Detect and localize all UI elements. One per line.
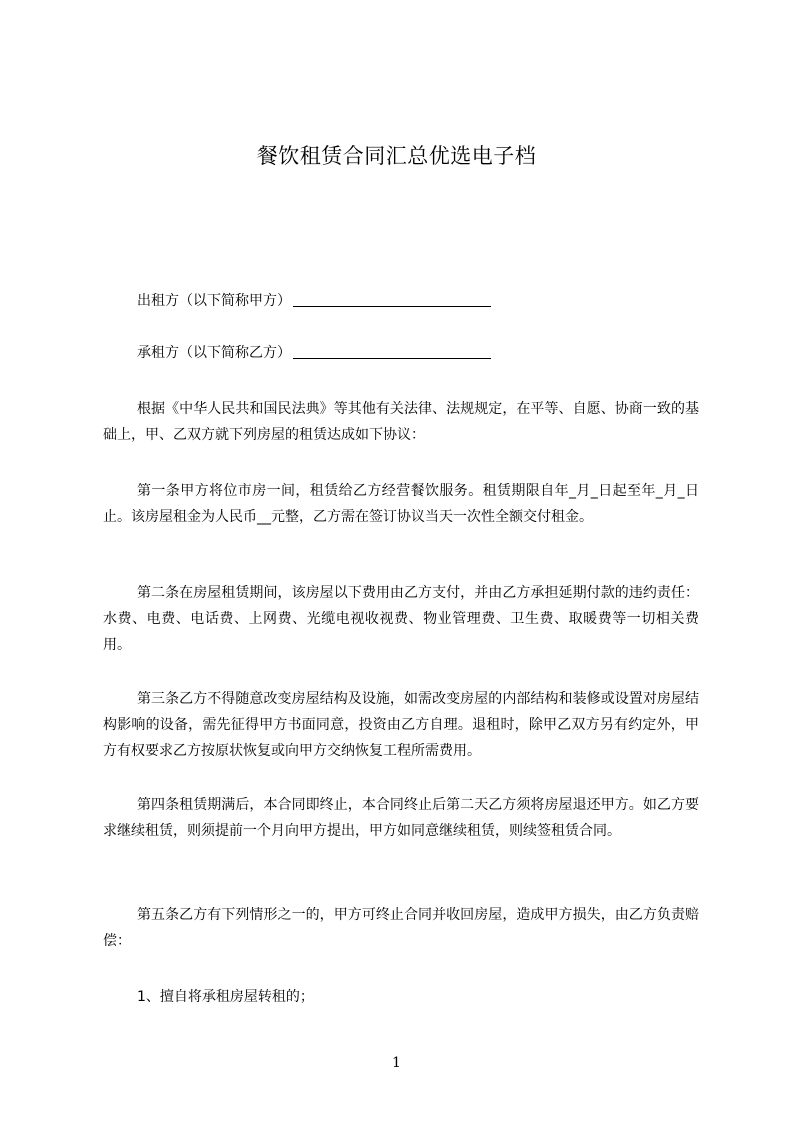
lessor-label: 出租方（以下简称甲方） (137, 293, 291, 309)
lessee-blank-line[interactable] (293, 340, 491, 359)
lessor-field (137, 288, 491, 314)
article-5-paragraph: 第五条乙方有下列情形之一的，甲方可终止合同并收回房屋，造成甲方损失，由乙方负责赔偿： (103, 907, 699, 949)
lessor-blank-line[interactable] (293, 288, 491, 307)
document-title: 餐饮租赁合同汇总优选电子档 (256, 144, 537, 168)
article-3-paragraph: 第三条乙方不得随意改变房屋结构及设施，如需改变房屋的内部结构和装修或设置对房屋结构影响的设备，需先征得甲方书面同意，投资由乙方自理。退租时，除甲乙双方另有约定外，甲方有权要求乙方按原状恢复或向甲方交纳恢复工程所需费用。 (103, 691, 699, 759)
article-2-paragraph: 第二条在房屋租赁期间，该房屋以下费用由乙方支付，并由乙方承担延期付款的违约责任：水费、电费、电话费、上网费、光缆电视收视费、物业管理费、卫生费、取暖费等一切相关费用。 (103, 585, 699, 653)
list-item: 1、擅自将承租房屋转租的； (137, 989, 314, 1005)
lessee-field (137, 340, 491, 366)
lessee-label: 承租方（以下简称乙方） (137, 345, 291, 361)
article-4-paragraph: 第四条租赁期满后，本合同即终止，本合同终止后第二天乙方须将房屋退还甲方。如乙方要求继续租赁，则须提前一个月向甲方提出，甲方如同意继续租赁，则续签租赁合同。 (103, 797, 699, 839)
page-number: 1 (392, 1055, 401, 1071)
preamble-paragraph: 根据《中华人民共和国民法典》等其他有关法律、法规规定，在平等、自愿、协商一致的基础上，甲、乙双方就下列房屋的租赁达成如下协议： (103, 401, 699, 443)
article-1-paragraph: 第一条甲方将位市房一间，租赁给乙方经营餐饮服务。租赁期限自年_月_日起至年_月_日止。该房屋租金为人民币__元整，乙方需在签订协议当天一次性全额交付租金。 (103, 483, 699, 525)
